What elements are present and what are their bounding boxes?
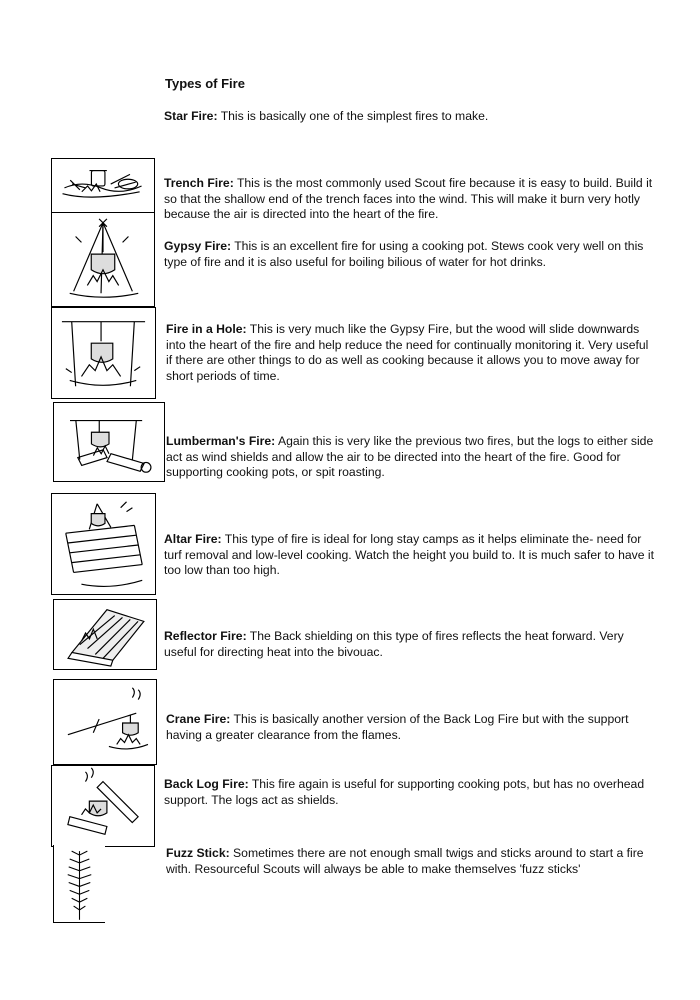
reflector-fire-icon xyxy=(53,599,157,670)
entry-altar-fire xyxy=(164,532,654,579)
back-log-fire-icon xyxy=(51,765,155,847)
entry-fuzz-stick xyxy=(166,846,656,877)
entry-name: Trench Fire: xyxy=(164,176,234,190)
entry-text: This fire again is useful for supporting cooking pots, but has no overhead support. The logs act as shields. xyxy=(164,777,645,807)
entry-back-log-fire xyxy=(164,777,654,808)
entry-text: The Back shielding on this type of fires reflects the heat forward. Very useful for directing heat into the bivouac. xyxy=(164,629,624,659)
entry-crane-fire xyxy=(166,712,656,743)
entry-text: This is basically another version of the Back Log Fire but with the support having a greater clearance from the flames. xyxy=(166,712,629,742)
entry-star-fire xyxy=(164,109,654,125)
entry-reflector-fire xyxy=(164,629,654,660)
entry-text: Again this is very like the previous two fires, but the logs to either side act as wind shields and allow the air to be directed into the heart of the fire. Good for supporting cooking pots, or spit roasting. xyxy=(166,434,654,480)
trench-fire-icon xyxy=(51,158,155,213)
entry-text: This is very much like the Gypsy Fire, but the wood will slide downwards into the heart of the fire and help reduce the need for continually monitoring it. Very useful if there are other things to do as well as cooking because it allows you to move away for short periods of time. xyxy=(166,322,649,383)
entry-name: Fuzz Stick: xyxy=(166,846,230,860)
entry-fire-in-a-hole xyxy=(166,322,656,384)
entry-name: Reflector Fire: xyxy=(164,629,247,643)
entry-text: This type of fire is ideal for long stay camps as it helps eliminate the- need for turf removal and low-level cooking. Watch the height you build to. It is much safer to have it too low than too high. xyxy=(164,532,654,578)
entry-name: Gypsy Fire: xyxy=(164,239,232,253)
entry-text: This is basically one of the simplest fires to make. xyxy=(220,109,489,123)
gypsy-fire-icon xyxy=(51,212,155,307)
entry-trench-fire xyxy=(164,176,654,223)
lumbermans-fire-icon xyxy=(53,402,165,482)
entry-text: This is an excellent fire for using a cooking pot. Stews cook very well on this type of fire and it is also useful for boiling bilious of water for hot drinks. xyxy=(164,239,644,269)
entry-name: Star Fire: xyxy=(164,109,218,123)
entry-text: Sometimes there are not enough small twigs and sticks around to start a fire with. Resourceful Scouts will always be able to make themselves 'fuzz sticks' xyxy=(166,846,644,876)
page-title: Types of Fire xyxy=(165,76,245,91)
entry-name: Crane Fire: xyxy=(166,712,231,726)
entry-name: Back Log Fire: xyxy=(164,777,249,791)
entry-name: Lumberman's Fire: xyxy=(166,434,276,448)
crane-fire-icon xyxy=(53,679,157,765)
entry-gypsy-fire xyxy=(164,239,654,270)
entry-lumbermans-fire xyxy=(166,434,656,481)
fire-in-a-hole-icon xyxy=(51,307,156,399)
altar-fire-icon xyxy=(51,493,156,595)
fuzz-stick-icon xyxy=(53,845,105,923)
entry-name: Fire in a Hole: xyxy=(166,322,247,336)
entry-name: Altar Fire: xyxy=(164,532,222,546)
entry-text: This is the most commonly used Scout fire because it is easy to build. Build it so that the shallow end of the trench faces into the wind. This will make it burn very hotly because the air is directed into the heart of the fire. xyxy=(164,176,653,222)
